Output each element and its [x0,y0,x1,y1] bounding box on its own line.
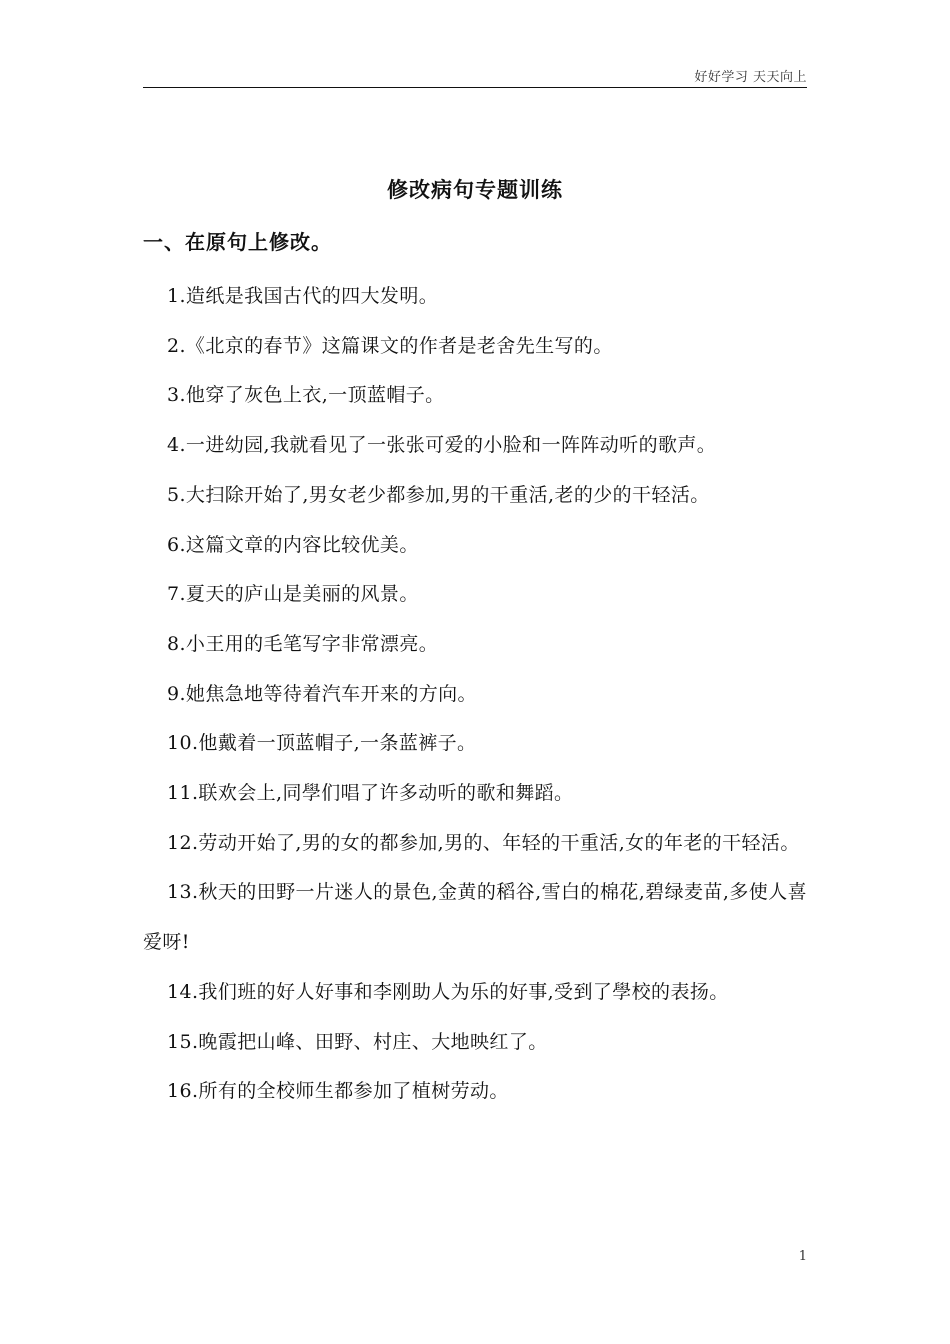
exercise-item-6: 6.这篇文章的内容比较优美。 [167,533,419,556]
section-heading: 一、在原句上修改。 [143,230,332,254]
exercise-item-14: 14.我们班的好人好事和李刚助人为乐的好事,受到了學校的表扬。 [167,980,729,1003]
page-number: 1 [798,1249,807,1264]
exercise-list [143,272,807,1117]
exercise-item-13: 13.秋天的田野一片迷人的景色,金黄的稻谷,雪白的棉花,碧绿麦苗,多使人喜爱呀! [143,881,807,954]
exercise-item-5: 5.大扫除开始了,男女老少都参加,男的干重活,老的少的干轻活。 [167,483,710,506]
header-text: 好好学习 天天向上 [694,70,807,85]
exercise-item-8: 8.小王用的毛笔写字非常漂亮。 [167,632,439,655]
exercise-item-10: 10.他戴着一顶蓝帽子,一条蓝裤子。 [167,732,477,755]
page-title: 修改病句专题训练 [387,177,563,202]
exercise-item-15: 15.晚霞把山峰、田野、村庄、大地映红了。 [167,1030,548,1053]
exercise-item-9: 9.她焦急地等待着汽车开来的方向。 [167,682,477,705]
header-divider [143,87,807,88]
exercise-item-11: 11.联欢会上,同學们唱了许多动听的歌和舞蹈。 [167,782,574,805]
exercise-item-7: 7.夏天的庐山是美丽的风景。 [167,583,419,606]
exercise-item-4: 4.一进幼园,我就看见了一张张可爱的小脸和一阵阵动听的歌声。 [167,434,717,457]
exercise-item-3: 3.他穿了灰色上衣,一顶蓝帽子。 [167,384,445,407]
exercise-item-2: 2.《北京的春节》这篇课文的作者是老舍先生写的。 [167,334,613,357]
exercise-item-1: 1.造纸是我国古代的四大发明。 [167,285,439,307]
exercise-item-12: 12.劳动开始了,男的女的都参加,男的、年轻的干重活,女的年老的干轻活。 [167,831,800,854]
exercise-item-16: 16.所有的全校师生都参加了植树劳动。 [167,1080,509,1103]
